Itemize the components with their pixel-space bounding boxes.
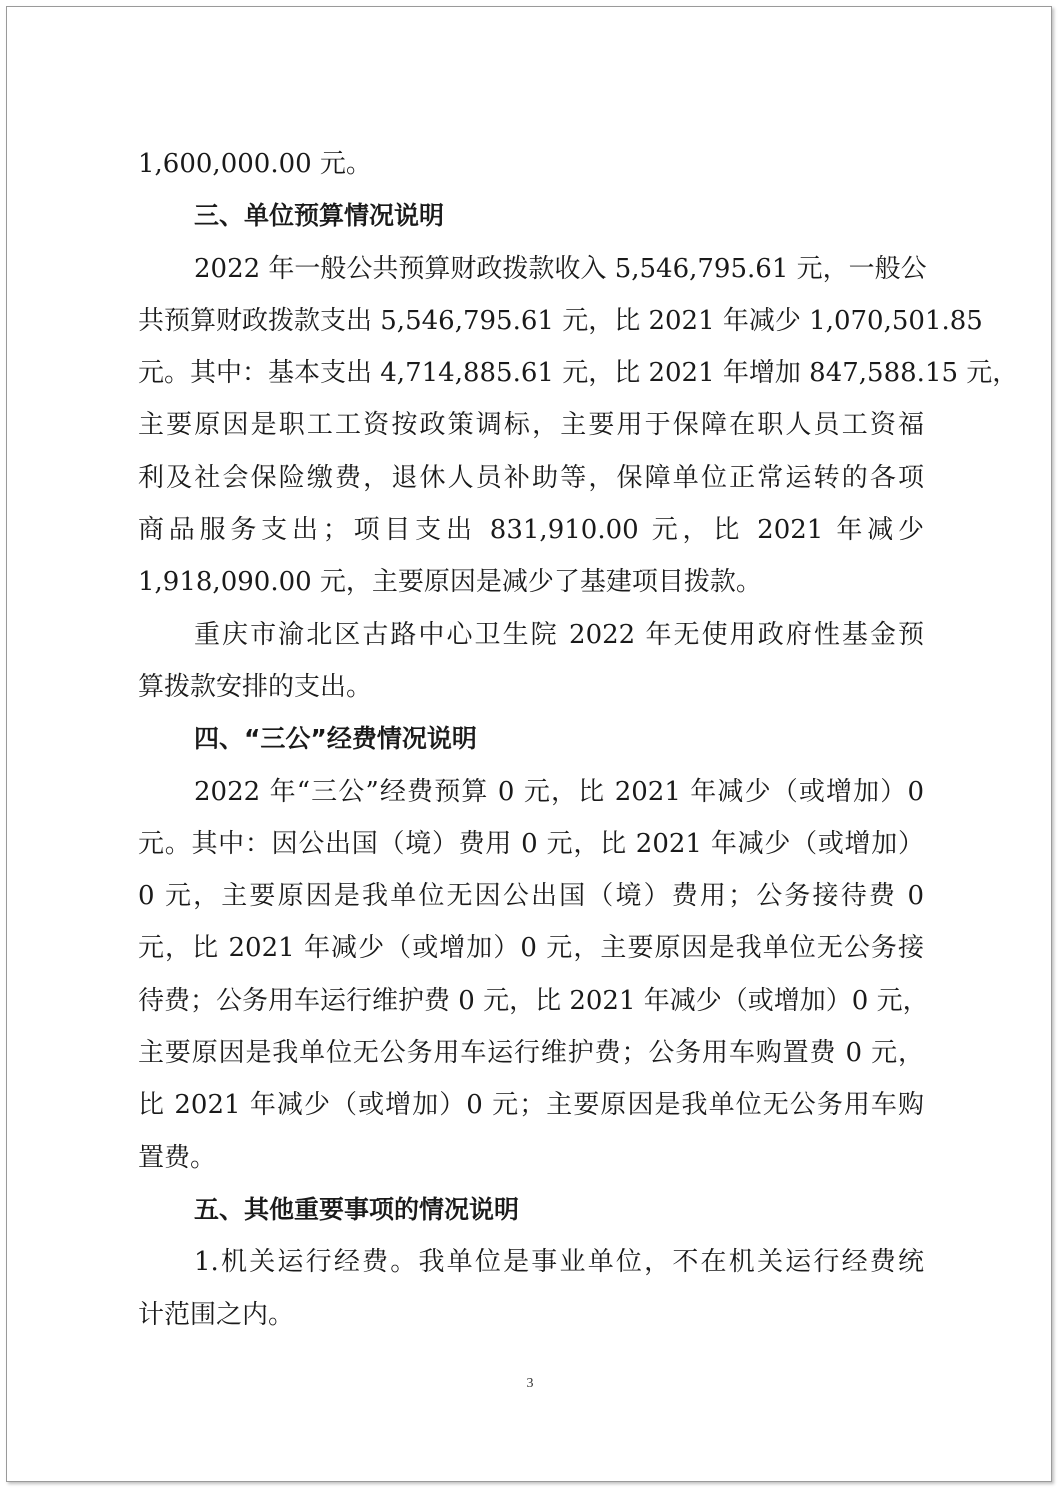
line-15: 0 元，主要原因是我单位无因公出国（境）费用；公务接待费 0 [138,881,924,912]
line-8: 商品服务支出；项目支出 831,910.00 元，比 2021 年减少 [138,515,924,546]
line-5: 元。其中：基本支出 4,714,885.61 元，比 2021 年增加 847,588.15 元， [138,358,1019,389]
line-1: 1,600,000.00 元。 [138,149,372,179]
line-23: 计范围之内。 [138,1299,295,1330]
document-body [138,138,1019,1341]
line-4: 共预算财政拨款支出 5,546,795.61 元，比 2021 年减少 1,070,501.85 [138,305,983,336]
line-19: 比 2021 年减少（或增加）0 元；主要原因是我单位无公务用车购 [138,1090,924,1121]
line-6: 主要原因是职工工资按政策调标，主要用于保障在职人员工资福 [138,410,924,441]
page-number: 3 [526,1376,534,1391]
line-17: 待费；公务用车运行维护费 0 元，比 2021 年减少（或增加）0 元， [138,985,929,1016]
line-3: 2022 年一般公共预算财政拨款收入 5,546,795.61 元，一般公 [194,253,927,284]
line-7: 利及社会保险缴费，退休人员补助等，保障单位正常运转的各项 [138,462,924,493]
line-16: 元，比 2021 年减少（或增加）0 元，主要原因是我单位无公务接 [138,933,924,964]
heading-three-public: 四、“三公”经费情况说明 [194,724,477,754]
heading-unit-budget: 三、单位预算情况说明 [194,201,445,231]
heading-other-matters: 五、其他重要事项的情况说明 [194,1194,520,1224]
line-9: 1,918,090.00 元，主要原因是减少了基建项目拨款。 [138,567,762,598]
line-22: 1.机关运行经费。我单位是事业单位，不在机关运行经费统 [194,1247,924,1278]
line-10: 重庆市渝北区古路中心卫生院 2022 年无使用政府性基金预 [194,619,924,650]
line-18: 主要原因是我单位无公务用车运行维护费；公务用车购置费 0 元， [138,1038,924,1069]
line-14: 元。其中：因公出国（境）费用 0 元，比 2021 年减少（或增加） [138,828,924,859]
line-20: 置费。 [138,1142,217,1173]
line-11: 算拨款安排的支出。 [138,671,373,702]
line-13: 2022 年“三公”经费预算 0 元，比 2021 年减少（或增加）0 [194,776,924,807]
